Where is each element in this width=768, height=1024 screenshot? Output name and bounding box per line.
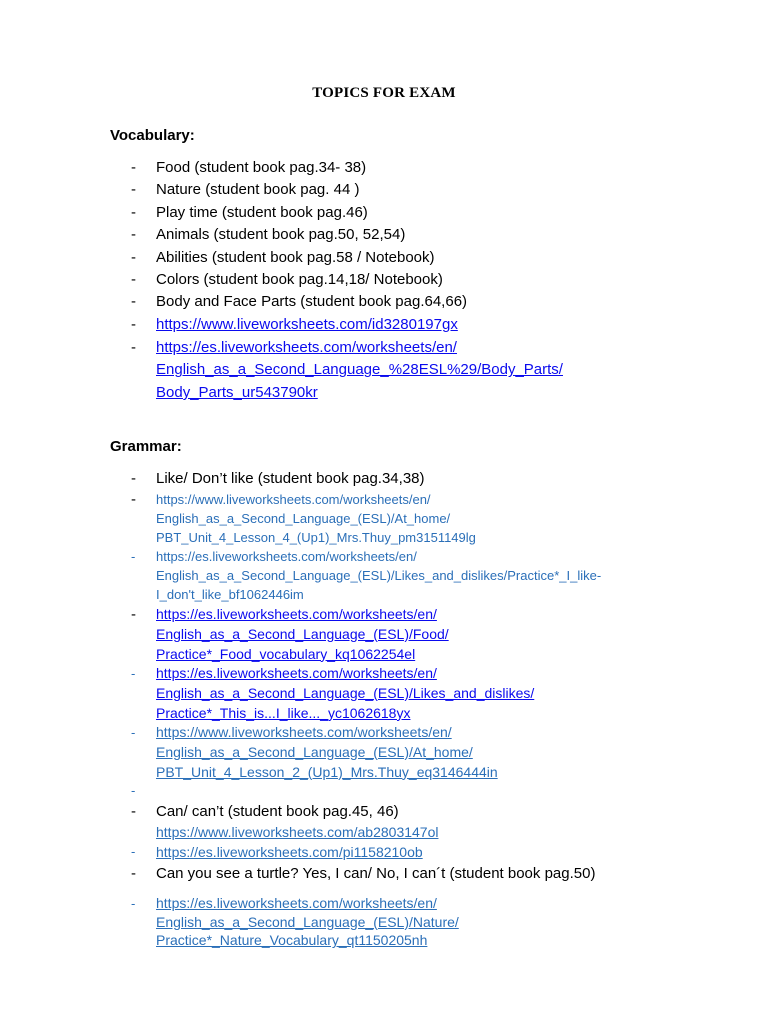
link-line: https://es.liveworksheets.com/worksheets/en/ [156,339,457,356]
vocabulary-item: Play time (student book pag.46) [156,204,368,221]
bullet-dash: - [131,549,136,564]
grammar-link-at-home-2[interactable] [156,723,498,782]
bullet-dash: - [131,204,136,221]
bullet-dash: - [131,339,136,356]
bullet-dash: - [131,803,136,820]
grammar-link-can-2[interactable]: https://es.liveworksheets.com/pi1158210ob [156,844,423,860]
link-line: English_as_a_Second_Language_%28ESL%29/Body_Parts/ [156,361,563,379]
vocabulary-link[interactable]: https://www.liveworksheets.com/id3280197gx [156,316,458,333]
vocabulary-heading: Vocabulary: [110,127,195,144]
grammar-link-this-is[interactable] [156,664,534,723]
link-line: Practice*_Food_vocabulary_kq1062254el [156,645,416,662]
grammar-item-like: Like/ Don’t like (student book pag.34,38) [156,470,425,487]
grammar-item-turtle: Can you see a turtle? Yes, I can/ No, I can´t (student book pag.50) [156,865,596,882]
link-line: PBT_Unit_4_Lesson_4_(Up1)_Mrs.Thuy_pm3151149lg [156,529,476,545]
link-line: I_don't_like_bf1062446im [156,586,304,602]
grammar-link-food[interactable] [156,605,449,664]
grammar-link-at-home-4[interactable] [156,491,476,547]
page-title: TOPICS FOR EXAM [312,85,456,101]
grammar-link-likes-dislikes[interactable] [156,548,601,604]
bullet-dash: - [131,491,136,508]
link-line: English_as_a_Second_Language_(ESL)/Food/ [156,625,449,642]
grammar-link-can[interactable]: https://www.liveworksheets.com/ab2803147ol [156,824,439,840]
link-line: https://es.liveworksheets.com/worksheets/en/ [156,606,437,622]
link-line: Practice*_This_is...I_like..._yc1062618yx [156,704,411,721]
grammar-item-can: Can/ can’t (student book pag.45, 46) [156,803,399,820]
vocabulary-item: Abilities (student book pag.58 / Notebook) [156,249,435,266]
link-line: https://www.liveworksheets.com/worksheets/en/ [156,724,452,740]
link-line: https://es.liveworksheets.com/worksheets/en/ [156,665,437,681]
bullet-dash: - [131,725,136,740]
bullet-dash: - [131,606,136,623]
link-line: https://es.liveworksheets.com/worksheets/en/ [156,895,437,911]
bullet-dash: - [131,226,136,243]
bullet-dash-empty: - [131,783,136,798]
vocabulary-item: Colors (student book pag.14,18/ Notebook) [156,271,443,288]
bullet-dash: - [131,896,136,911]
vocabulary-item: Body and Face Parts (student book pag.64,66) [156,293,468,310]
link-line: English_as_a_Second_Language_(ESL)/Likes_and_dislikes/Practice*_I_like- [156,567,602,583]
vocabulary-body-parts-link[interactable] [156,337,563,404]
vocabulary-item: Animals (student book pag.50, 52,54) [156,226,406,243]
bullet-dash: - [131,470,136,487]
bullet-dash: - [131,666,136,681]
link-line: English_as_a_Second_Language_(ESL)/Nature/ [156,913,459,930]
vocabulary-item: Food (student book pag.34- 38) [156,159,367,176]
bullet-dash: - [131,865,136,882]
link-line: English_as_a_Second_Language_(ESL)/At_home/ [156,743,473,760]
link-line: PBT_Unit_4_Lesson_2_(Up1)_Mrs.Thuy_eq3146444in [156,763,498,780]
bullet-dash: - [131,249,136,266]
bullet-dash: - [131,271,136,288]
vocabulary-item: Nature (student book pag. 44 ) [156,181,360,198]
link-line: Practice*_Nature_Vocabulary_qt1150205nh [156,932,428,949]
bullet-dash: - [131,181,136,198]
grammar-heading: Grammar: [110,438,182,455]
link-line: https://www.liveworksheets.com/worksheets/en/ [156,492,431,507]
bullet-dash: - [131,844,136,859]
grammar-link-nature[interactable] [156,894,459,950]
bullet-dash: - [131,316,136,333]
link-line: https://es.liveworksheets.com/worksheets/en/ [156,549,417,564]
bullet-dash: - [131,159,136,176]
link-line: Body_Parts_ur543790kr [156,383,318,401]
link-line: English_as_a_Second_Language_(ESL)/Likes_and_dislikes/ [156,684,535,701]
link-line: English_as_a_Second_Language_(ESL)/At_home/ [156,510,451,526]
bullet-dash: - [131,293,136,310]
